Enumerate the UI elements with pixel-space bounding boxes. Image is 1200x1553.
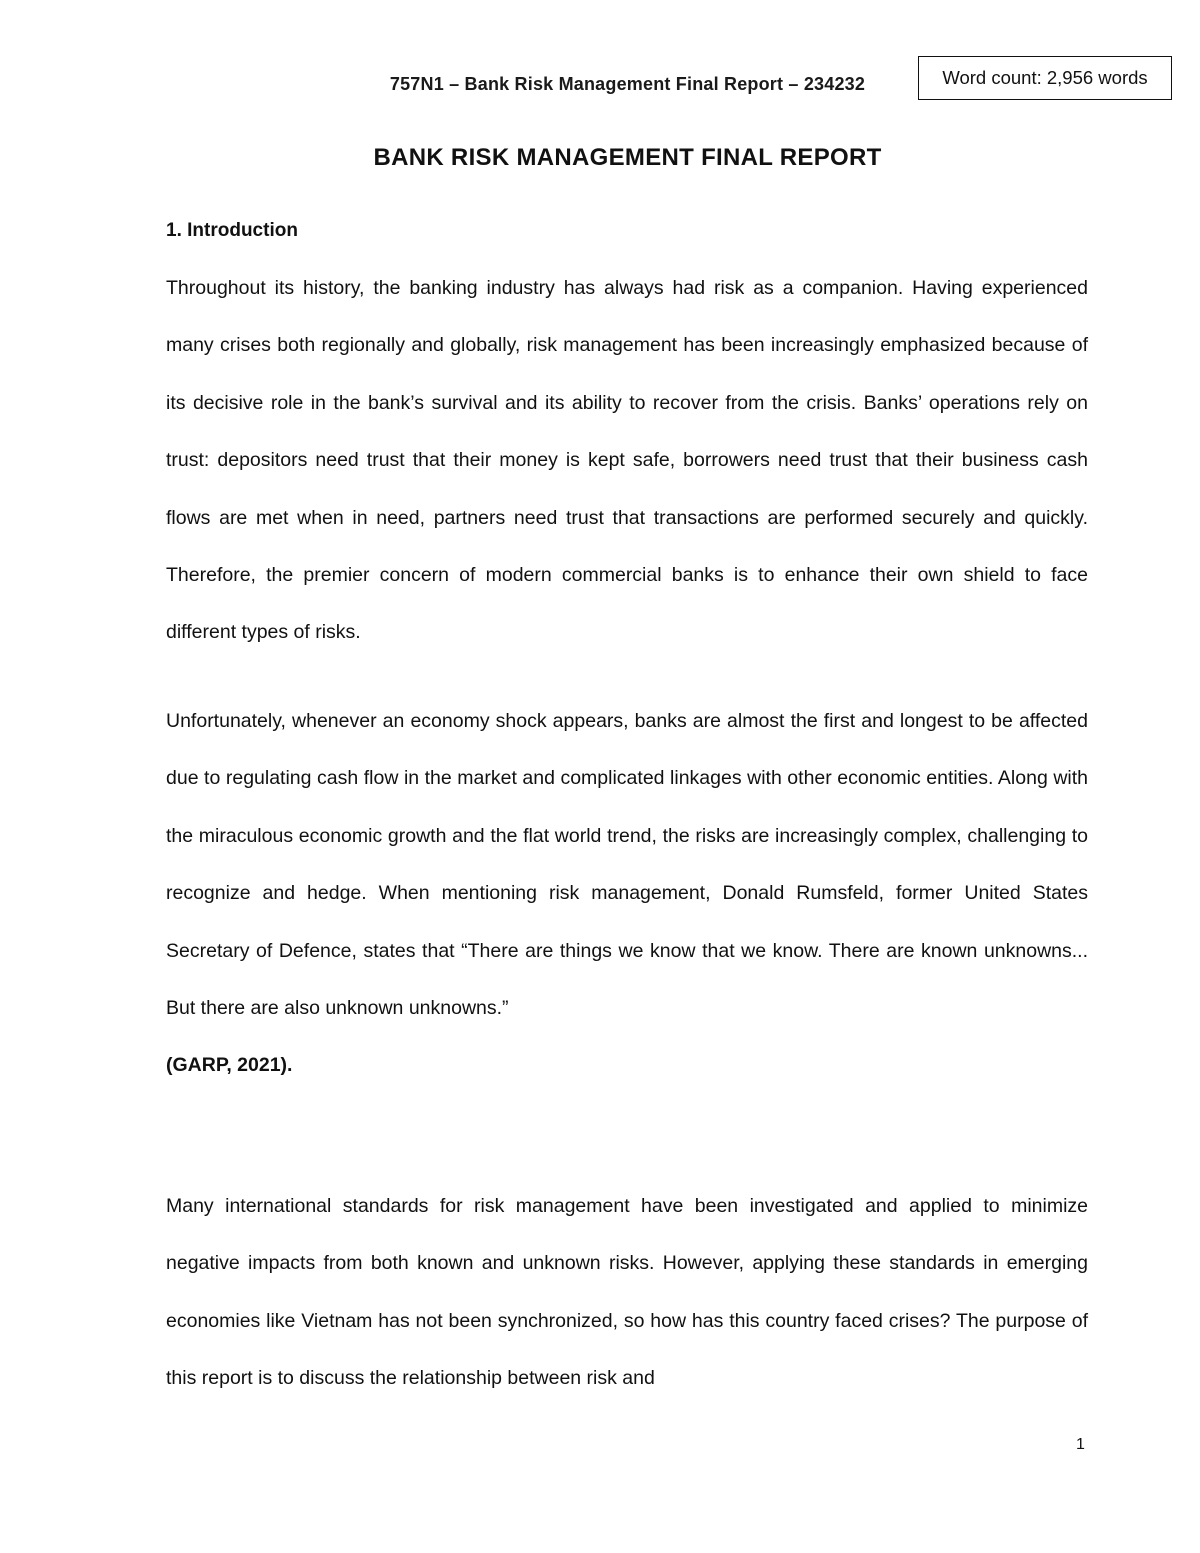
paragraph-2 — [166, 693, 1088, 1095]
paragraph-2-text: Unfortunately, whenever an economy shock appears, banks are almost the first and longest to be affected due to regulating cash flow in the market and complicated linkages with other economic entities. Along with the miraculous economic growth and the flat world trend, the risks are increasingly complex, challenging to recognize and hedge. When mentioning risk management, Donald Rumsfeld, former United States Secretary of Defence, states that “There are things we know that we know. There are known unknowns... But there are also unknown unknowns.” — [166, 710, 1088, 1020]
paragraph-1: Throughout its history, the banking industry has always had risk as a companion. Having experienced many crises both regionally and globally, risk management has been increasingly emphasized because of its decisive role in the bank’s survival and its ability to recover from the crisis. Banks’ operations rely on trust: depositors need trust that their money is kept safe, borrowers need trust that their business cash flows are met when in need, partners need trust that transactions are performed securely and quickly. Therefore, the premier concern of modern commercial banks is to enhance their own shield to face different types of risks. — [166, 277, 1088, 644]
citation: (GARP, 2021) — [166, 1054, 288, 1077]
running-header: 757N1 – Bank Risk Management Final Report – 234232 — [389, 74, 866, 94]
citation-period: . — [287, 1054, 293, 1077]
word-count-box: Word count: 2,956 words — [918, 56, 1172, 100]
paragraph-3: Many international standards for risk management have been investigated and applied to minimize negative impacts from both known and unknown risks. However, applying these standards in emerging economies like Vietnam has not been synchronized, so how has this country faced crises? The purpose of this report is to discuss the relationship between risk and — [166, 1195, 1088, 1390]
section-heading-introduction: 1. Introduction — [166, 220, 298, 241]
document-title: BANK RISK MANAGEMENT FINAL REPORT — [373, 144, 882, 171]
page-number: 1 — [1076, 1436, 1085, 1453]
